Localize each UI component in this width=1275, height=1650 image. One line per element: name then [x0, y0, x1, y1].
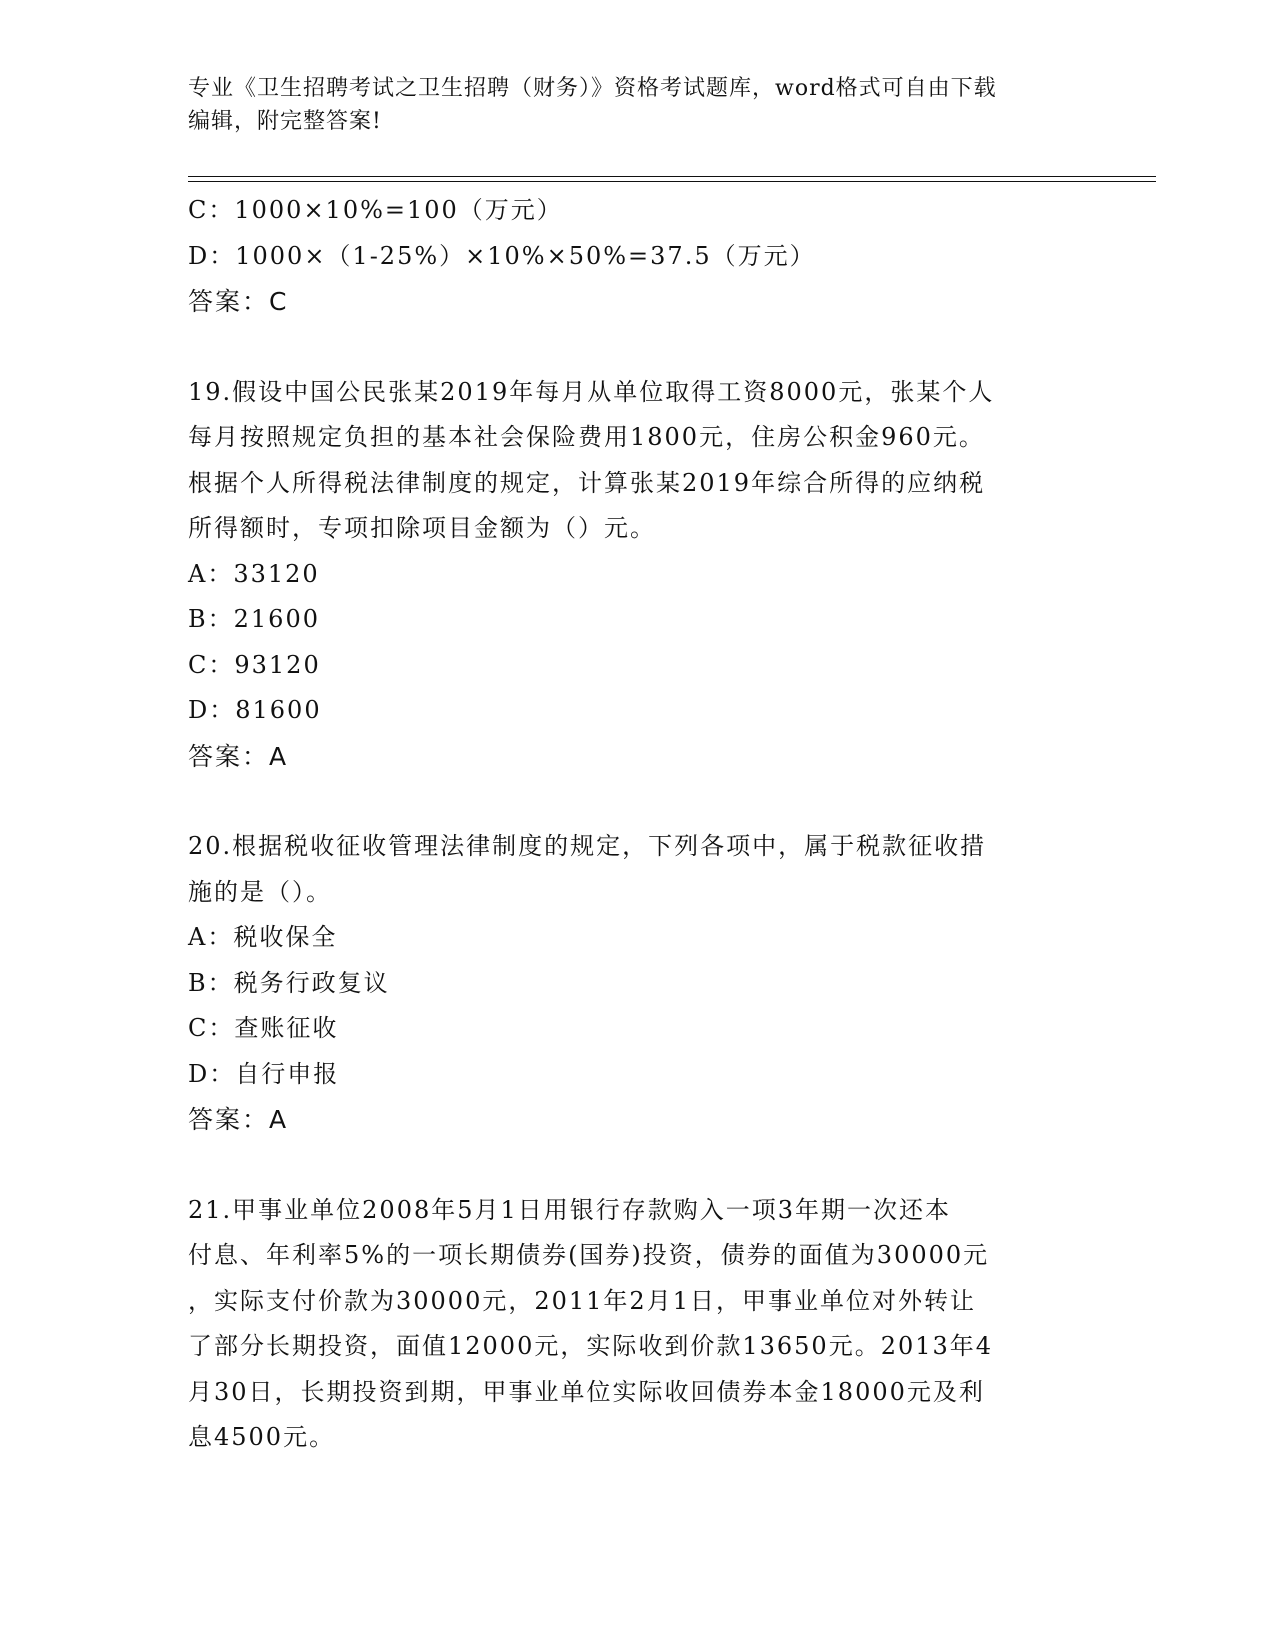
question-stem-line: 付息、年利率5%的一项长期债券(国券)投资，债券的面值为30000元: [188, 1241, 990, 1269]
question-stem-line: ，实际支付价款为30000元，2011年2月1日，甲事业单位对外转让: [188, 1286, 976, 1315]
header-line-2: 编辑，附完整答案!: [188, 109, 382, 134]
question-20: [188, 824, 1078, 1143]
question-stem-line: 根据个人所得税法律制度的规定，计算张某2019年综合所得的应纳税: [188, 468, 986, 497]
question-19: [188, 370, 1078, 780]
answer-line: 答案：C: [188, 287, 289, 316]
option-b: B：税务行政复议: [188, 968, 390, 997]
spacer: [188, 325, 1078, 370]
question-stem-line: 每月按照规定负担的基本社会保险费用1800元，住房公积金960元。: [188, 423, 985, 451]
question-stem-line: 了部分长期投资，面值12000元，实际收到价款13650元。2013年4: [188, 1332, 994, 1360]
option-c: C：查账征收: [188, 1014, 339, 1042]
option-d: D：81600: [188, 696, 322, 724]
question-stem-line: 月30日，长期投资到期，甲事业单位实际收回债券本金18000元及利: [188, 1377, 985, 1406]
question-stem-line: 20.根据税收征收管理法律制度的规定，下列各项中，属于税款征收措: [188, 832, 987, 860]
question-stem-line: 19.假设中国公民张某2019年每月从单位取得工资8000元，张某个人: [188, 377, 995, 406]
option-b: B：21600: [188, 605, 320, 633]
question-stem-line: 施的是（）。: [188, 877, 332, 906]
header-line-1: 专业《卫生招聘考试之卫生招聘（财务）》资格考试题库，word格式可自由下载: [188, 76, 997, 101]
option-c: C：93120: [188, 650, 321, 679]
option-a: A：税收保全: [188, 923, 338, 951]
question-stem-line: 所得额时，专项扣除项目金额为（）元。: [188, 514, 656, 542]
header-divider-bottom: [188, 181, 1156, 182]
question-stem-line: 21.甲事业单位2008年5月1日用银行存款购入一项3年期一次还本: [188, 1195, 952, 1224]
document-body: [188, 188, 1078, 1461]
header-divider-top: [188, 176, 1156, 177]
answer-line: 答案：A: [188, 1105, 289, 1134]
option-a: A：33120: [188, 559, 320, 588]
option-c: C：1000×10%=100（万元）: [188, 196, 563, 224]
answer-line: 答案：A: [188, 741, 289, 771]
option-d: D：1000×（1-25%）×10%×50%=37.5（万元）: [188, 241, 816, 270]
document-header: [188, 72, 1068, 138]
question-21: [188, 1188, 1078, 1461]
spacer: [188, 1143, 1078, 1188]
spacer: [188, 779, 1078, 824]
question-stem-line: 息4500元。: [188, 1423, 336, 1451]
option-d: D：自行申报: [188, 1059, 340, 1088]
